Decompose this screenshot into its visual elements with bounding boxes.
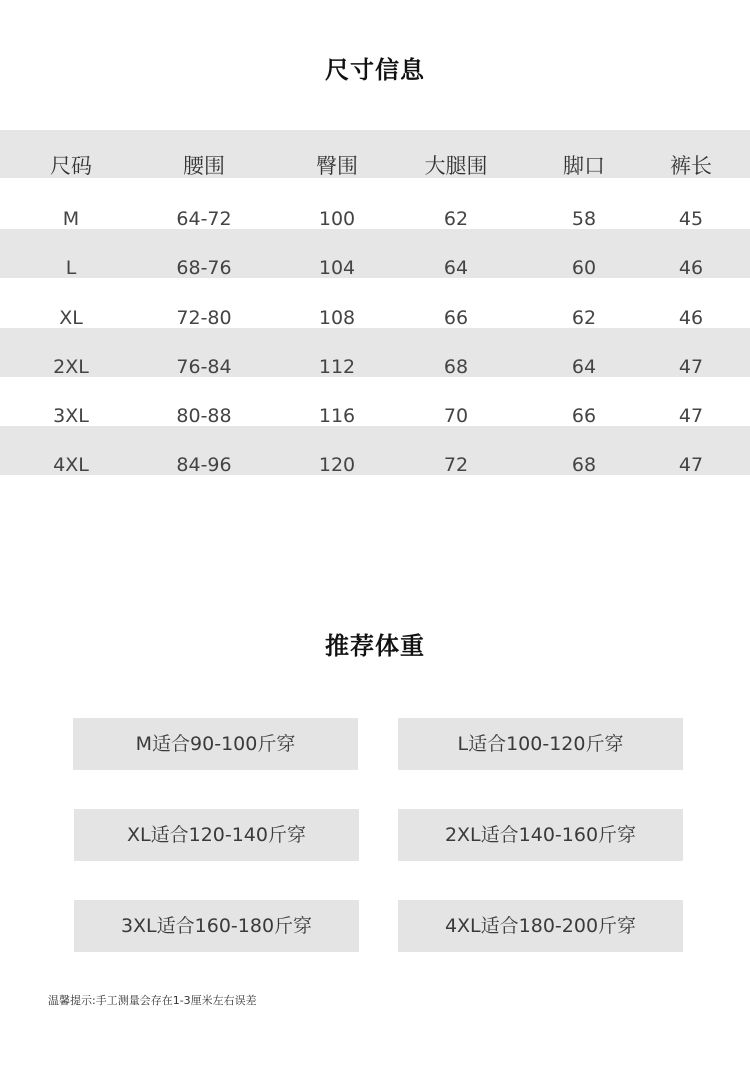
cell-size: 2XL — [53, 356, 89, 378]
cell-size: 3XL — [53, 405, 89, 427]
cell-hip: 100 — [318, 208, 356, 230]
cell-hip: 108 — [318, 307, 356, 329]
recommended-weight-title: 推荐体重 — [325, 632, 425, 660]
cell-hem: 66 — [571, 405, 597, 427]
cell-thigh: 64 — [443, 257, 469, 279]
cell-hip: 120 — [318, 454, 356, 476]
header-hem: 脚口 — [563, 154, 605, 178]
cell-length: 47 — [678, 405, 704, 427]
cell-length: 46 — [678, 307, 704, 329]
cell-hem: 64 — [571, 356, 597, 378]
table-row — [0, 347, 750, 387]
weight-item-3xl: 3XL适合160-180斤穿 — [74, 900, 359, 952]
cell-thigh: 68 — [443, 356, 469, 378]
header-hip: 臀围 — [316, 154, 358, 178]
cell-waist: 76-84 — [176, 356, 232, 378]
cell-waist: 64-72 — [176, 208, 232, 230]
table-row — [0, 396, 750, 436]
weight-item-l: L适合100-120斤穿 — [398, 718, 683, 770]
cell-length: 45 — [678, 208, 704, 230]
header-thigh: 大腿围 — [424, 154, 488, 178]
cell-waist: 80-88 — [176, 405, 232, 427]
cell-size: L — [65, 257, 77, 279]
cell-length: 47 — [678, 356, 704, 378]
cell-thigh: 62 — [443, 208, 469, 230]
cell-length: 46 — [678, 257, 704, 279]
cell-hem: 58 — [571, 208, 597, 230]
weight-item-xl: XL适合120-140斤穿 — [74, 809, 359, 861]
table-row — [0, 445, 750, 485]
header-waist: 腰围 — [183, 154, 225, 178]
weight-item-m: M适合90-100斤穿 — [73, 718, 358, 770]
size-info-title: 尺寸信息 — [325, 56, 425, 84]
cell-thigh: 72 — [443, 454, 469, 476]
measurement-tip: 温馨提示:手工测量会存在1-3厘米左右误差 — [48, 994, 257, 1007]
cell-waist: 84-96 — [176, 454, 232, 476]
table-row — [0, 199, 750, 239]
cell-size: 4XL — [53, 454, 89, 476]
cell-waist: 72-80 — [176, 307, 232, 329]
cell-hem: 60 — [571, 257, 597, 279]
cell-hem: 68 — [571, 454, 597, 476]
weight-item-4xl: 4XL适合180-200斤穿 — [398, 900, 683, 952]
weight-item-2xl: 2XL适合140-160斤穿 — [398, 809, 683, 861]
cell-waist: 68-76 — [176, 257, 232, 279]
cell-hip: 104 — [318, 257, 356, 279]
table-row — [0, 248, 750, 288]
cell-thigh: 66 — [443, 307, 469, 329]
cell-hem: 62 — [571, 307, 597, 329]
cell-hip: 116 — [318, 405, 356, 427]
cell-size: M — [62, 208, 80, 230]
table-header-row — [0, 146, 750, 186]
header-size: 尺码 — [50, 154, 92, 178]
cell-thigh: 70 — [443, 405, 469, 427]
cell-size: XL — [59, 307, 83, 329]
cell-hip: 112 — [318, 356, 356, 378]
table-row — [0, 298, 750, 338]
header-length: 裤长 — [670, 154, 712, 178]
cell-length: 47 — [678, 454, 704, 476]
